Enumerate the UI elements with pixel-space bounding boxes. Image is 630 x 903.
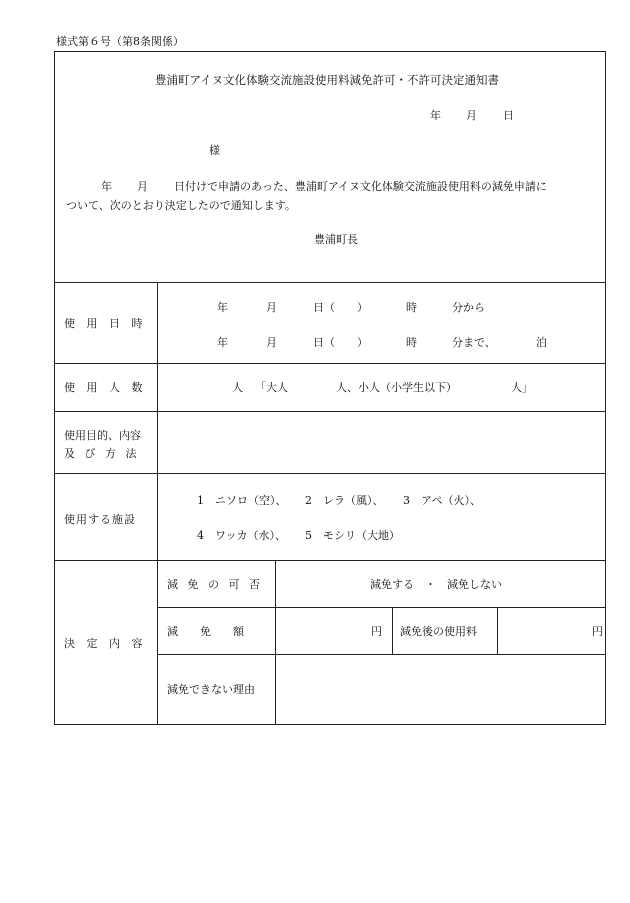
facility-2: 2 レラ（風）、: [305, 494, 384, 507]
label-reduction-amount: 減 免 額: [167, 625, 244, 638]
rule-amount-bottom: [157, 654, 606, 655]
document-title: 豊浦町アイヌ文化体験交流施設使用料減免許可・不許可決定通知書: [155, 73, 499, 87]
body-year: 年: [101, 180, 112, 193]
people-end: 人」: [511, 381, 533, 394]
rule-approval-bottom: [157, 607, 606, 608]
rule-datetime-bottom: [54, 363, 606, 364]
rule-yen1-column: [392, 607, 393, 654]
label-approval: 減 免 の 可 否: [167, 578, 263, 591]
body-month: 月: [137, 180, 148, 193]
from-day: 日（ ）: [313, 301, 368, 314]
body-line1: 日付けで申請のあった、豊浦町アイヌ文化体験交流施設使用料の減免申請に: [174, 180, 547, 193]
from-year: 年: [217, 301, 228, 314]
date-month: 月: [466, 109, 477, 122]
to-year: 年: [217, 336, 228, 349]
approval-options: 減免する ・ 減免しない: [370, 578, 502, 591]
label-usage-people: 使 用 人 数: [64, 381, 147, 394]
body-line2: ついて、次のとおり決定したので通知します。: [66, 199, 296, 212]
rule-header-bottom: [54, 282, 606, 283]
after-fee-yen: 円: [592, 625, 603, 638]
label-decision: 決 定 内 容: [64, 637, 147, 650]
addressee-suffix: 様: [209, 144, 220, 157]
label-purpose-line2: 及 び 方 法: [64, 447, 140, 460]
reduction-yen: 円: [371, 625, 382, 638]
signer: 豊浦町長: [314, 233, 358, 246]
people-unit: 人: [232, 381, 243, 394]
to-minute: 分まで、: [452, 336, 496, 349]
from-month: 月: [266, 301, 277, 314]
people-child: 人、小人（小学生以下）: [336, 381, 457, 394]
facility-5: 5 モシリ（大地）: [305, 529, 400, 542]
facility-4: 4 ワッカ（水）、: [197, 529, 286, 542]
date-day: 日: [503, 109, 514, 122]
rule-people-bottom: [54, 411, 606, 412]
to-day: 日（ ）: [313, 336, 368, 349]
label-after-fee: 減免後の使用料: [400, 625, 477, 638]
people-adult: 「大人: [255, 381, 288, 394]
rule-label-column: [157, 282, 158, 725]
rule-sublabel-column: [275, 560, 276, 725]
to-hour: 時: [406, 336, 417, 349]
facility-3: 3 アペ（火）、: [403, 494, 482, 507]
date-year: 年: [430, 109, 441, 122]
to-nights: 泊: [536, 336, 547, 349]
rule-purpose-bottom: [54, 473, 606, 474]
label-reason: 減免できない理由: [167, 683, 255, 696]
label-usage-datetime: 使 用 日 時: [64, 317, 147, 330]
form-number: 様式第６号（第8条関係）: [56, 35, 184, 48]
rule-facility-bottom: [54, 560, 606, 561]
rule-afterfee-column: [497, 607, 498, 654]
from-minute: 分から: [452, 301, 485, 314]
facility-1: 1 ニソロ（空）、: [197, 494, 287, 507]
label-facility: 使用する施設: [64, 513, 136, 526]
label-purpose-line1: 使用目的、内容: [64, 429, 141, 442]
to-month: 月: [266, 336, 277, 349]
from-hour: 時: [406, 301, 417, 314]
